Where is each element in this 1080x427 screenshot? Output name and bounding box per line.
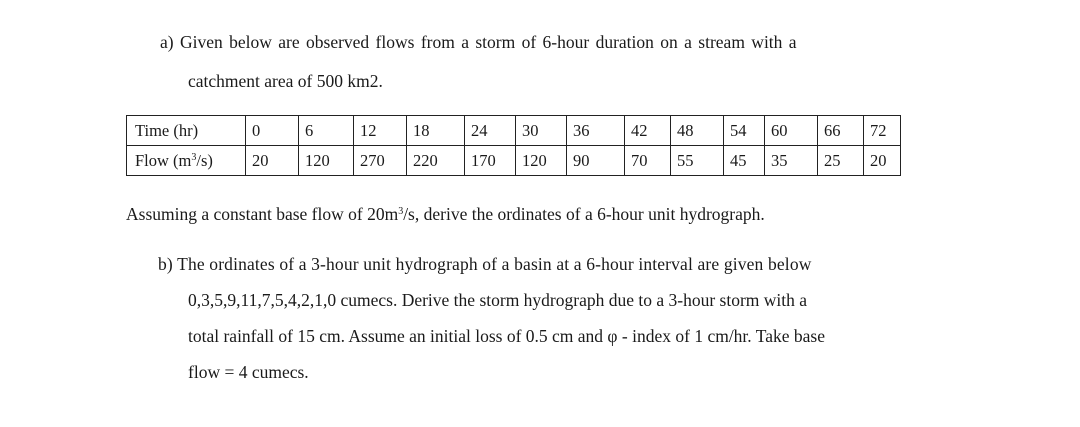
flow-table [126, 115, 901, 176]
time-cell: 54 [724, 116, 765, 146]
flow-cell: 120 [516, 146, 567, 176]
question-b-line-4: flow = 4 cumecs. [188, 362, 309, 382]
flow-cell: 220 [407, 146, 465, 176]
time-cell: 12 [354, 116, 407, 146]
time-cell: 72 [864, 116, 901, 146]
question-b-line-1 [158, 256, 812, 274]
flow-cell: 120 [299, 146, 354, 176]
time-cell: 42 [625, 116, 671, 146]
time-cell: 0 [246, 116, 299, 146]
question-a-text-1: Given below are observed flows from a storm of 6-hour duration on a stream with a [179, 32, 797, 52]
flow-cell: 90 [567, 146, 625, 176]
time-cell: 60 [765, 116, 818, 146]
flow-header [127, 146, 246, 176]
flow-header-sup: 3 [191, 151, 197, 163]
time-cell: 18 [407, 116, 465, 146]
flow-cell: 35 [765, 146, 818, 176]
table-row-flow [127, 146, 901, 176]
flow-header-suffix: /s) [196, 150, 213, 170]
time-cell: 6 [299, 116, 354, 146]
question-b-text-1: The ordinates of a 3-hour unit hydrograph of a basin at a 6-hour interval are given below [177, 254, 812, 274]
flow-cell: 55 [671, 146, 724, 176]
question-b-label: b) [158, 254, 173, 274]
flow-cell: 45 [724, 146, 765, 176]
time-cell: 36 [567, 116, 625, 146]
table-row-time [127, 116, 901, 146]
question-a-assumption [126, 206, 765, 224]
question-a-label: a) [160, 32, 174, 52]
time-cell: 48 [671, 116, 724, 146]
flow-cell: 270 [354, 146, 407, 176]
flow-header-prefix: Flow (m [135, 150, 192, 170]
assume-suffix: /s, derive the ordinates of a 6-hour unit hydrograph. [403, 204, 765, 224]
assume-sup: 3 [398, 206, 404, 217]
question-b-line-2: 0,3,5,9,11,7,5,4,2,1,0 cumecs. Derive the storm hydrograph due to a 3-hour storm with a [188, 290, 808, 310]
flow-cell: 170 [465, 146, 516, 176]
flow-cell: 70 [625, 146, 671, 176]
time-cell: 66 [818, 116, 864, 146]
assume-prefix: Assuming a constant base flow of 20m [126, 204, 399, 224]
time-header: Time (hr) [127, 116, 246, 146]
time-cell: 30 [516, 116, 567, 146]
flow-cell: 20 [864, 146, 901, 176]
flow-cell: 25 [818, 146, 864, 176]
question-b-line-3: total rainfall of 15 cm. Assume an initial loss of 0.5 cm and φ - index of 1 cm/hr. Take base [188, 326, 825, 346]
question-a-line-2: catchment area of 500 km2. [188, 71, 383, 91]
flow-cell: 20 [246, 146, 299, 176]
question-a-line-1 [160, 34, 797, 52]
time-cell: 24 [465, 116, 516, 146]
